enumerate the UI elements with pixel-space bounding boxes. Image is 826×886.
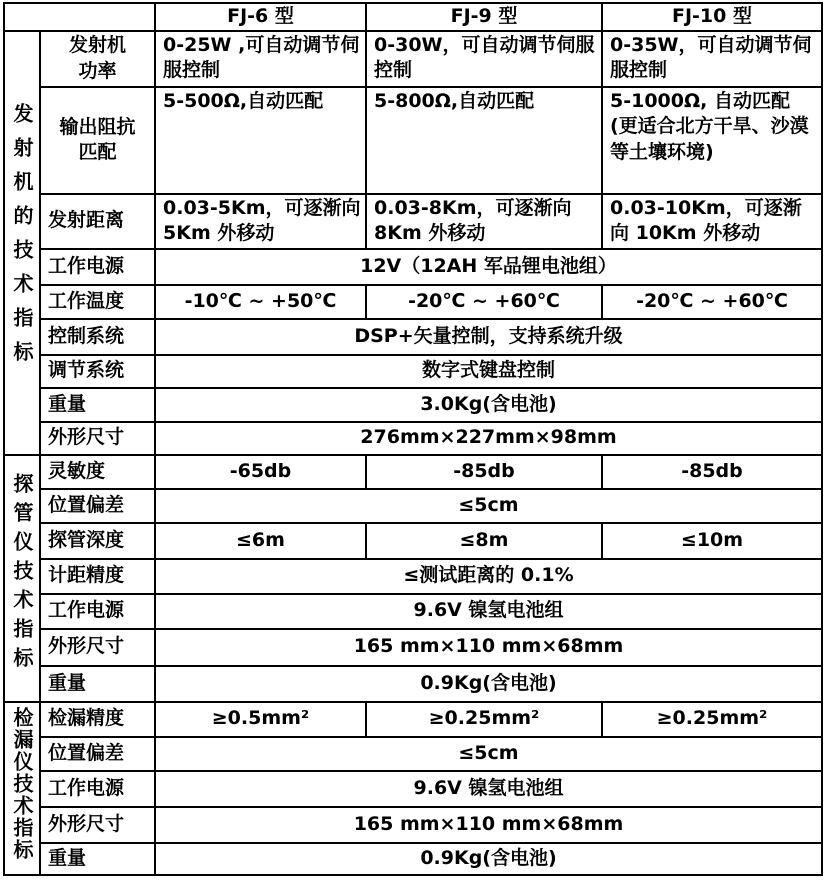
table-row: [4, 523, 822, 559]
corner-cell: [4, 3, 155, 31]
row-label: 控制系统: [40, 319, 155, 355]
spec-value: 0.9Kg(含电池): [155, 843, 822, 875]
spec-value: ≥0.25mm²: [366, 702, 602, 737]
spec-value: -10℃ ~ +50℃: [155, 285, 366, 319]
spec-value: 276mm×227mm×98mm: [155, 422, 822, 455]
row-label: 输出阻抗匹配: [40, 87, 155, 194]
row-label: 重量: [40, 666, 155, 702]
model-header-fj6: FJ-6 型: [155, 3, 366, 31]
row-label: 发射机功率: [40, 31, 155, 87]
table-row: [4, 31, 822, 87]
table-row: [4, 843, 822, 875]
row-label: 外形尺寸: [40, 422, 155, 455]
spec-value: ≤5cm: [155, 737, 822, 771]
header-row: [4, 3, 822, 31]
table-row: [4, 737, 822, 771]
table-row: [4, 87, 822, 194]
model-header-fj10: FJ-10 型: [602, 3, 822, 31]
table-row: [4, 455, 822, 489]
row-label: 灵敏度: [40, 455, 155, 489]
group-label-text: 检漏仪技术指标: [10, 707, 34, 862]
spec-value: 0.03-8Km，可逐渐向8Km 外移动: [366, 194, 602, 249]
row-label: 发射距离: [40, 194, 155, 249]
spec-value: -85db: [602, 455, 822, 489]
row-label: 位置偏差: [40, 737, 155, 771]
row-label: 探管深度: [40, 523, 155, 559]
spec-value: ≤8m: [366, 523, 602, 559]
spec-value: -20℃ ~ +60℃: [602, 285, 822, 319]
table-row: [4, 559, 822, 594]
spec-value: 0.9Kg(含电池): [155, 666, 822, 702]
group-label-transmitter: [4, 31, 40, 455]
model-header-fj9: FJ-9 型: [366, 3, 602, 31]
spec-value: ≤5cm: [155, 489, 822, 523]
table-row: [4, 285, 822, 319]
row-label: 工作电源: [40, 771, 155, 807]
spec-value: 数字式键盘控制: [155, 355, 822, 388]
group-label-text: 发射机的技术指标: [10, 102, 34, 375]
table-row: [4, 319, 822, 355]
spec-value: ≤测试距离的 0.1%: [155, 559, 822, 594]
row-label: 外形尺寸: [40, 807, 155, 843]
table-row: [4, 771, 822, 807]
table-row: [4, 422, 822, 455]
spec-value: 0.03-5Km，可逐渐向 5Km 外移动: [155, 194, 366, 249]
row-label: 工作温度: [40, 285, 155, 319]
group-label-text: 探管仪技术指标: [10, 472, 34, 676]
row-label: 位置偏差: [40, 489, 155, 523]
row-label: 工作电源: [40, 249, 155, 285]
row-label: 计距精度: [40, 559, 155, 594]
spec-value: DSP+矢量控制，支持系统升级: [155, 319, 822, 355]
table-row: [4, 249, 822, 285]
table-row: [4, 489, 822, 523]
table-row: [4, 594, 822, 629]
spec-value: 5-800Ω,自动匹配: [366, 87, 602, 194]
table-row: [4, 807, 822, 843]
row-label: 外形尺寸: [40, 629, 155, 666]
table-row: [4, 388, 822, 422]
table-row: [4, 194, 822, 249]
table-row: [4, 702, 822, 737]
spec-value: 0-35W，可自动调节伺服控制: [602, 31, 822, 87]
row-label: 调节系统: [40, 355, 155, 388]
spec-value: ≤10m: [602, 523, 822, 559]
row-label: 工作电源: [40, 594, 155, 629]
spec-value: 3.0Kg(含电池): [155, 388, 822, 422]
spec-value: 165 mm×110 mm×68mm: [155, 629, 822, 666]
spec-table: [3, 2, 823, 876]
spec-value: 0.03-10Km，可逐渐向 10Km 外移动: [602, 194, 822, 249]
spec-value: 9.6V 镍氢电池组: [155, 771, 822, 807]
spec-value: 12V（12AH 军品锂电池组）: [155, 249, 822, 285]
spec-value: 5-1000Ω, 自动匹配(更适合北方干旱、沙漠等土壤环境): [602, 87, 822, 194]
spec-value: 5-500Ω,自动匹配: [155, 87, 366, 194]
spec-value: 165 mm×110 mm×68mm: [155, 807, 822, 843]
spec-value: -85db: [366, 455, 602, 489]
spec-value: -20℃ ~ +60℃: [366, 285, 602, 319]
spec-value: 0-25W ,可自动调节伺服控制: [155, 31, 366, 87]
table-row: [4, 629, 822, 666]
row-label: 重量: [40, 388, 155, 422]
spec-value: ≤6m: [155, 523, 366, 559]
spec-value: -65db: [155, 455, 366, 489]
row-label: 重量: [40, 843, 155, 875]
table-row: [4, 355, 822, 388]
table-row: [4, 666, 822, 702]
spec-value: ≥0.25mm²: [602, 702, 822, 737]
spec-value: 0-30W，可自动调节伺服控制: [366, 31, 602, 87]
group-label-probe: [4, 455, 40, 702]
group-label-leak: [4, 702, 40, 875]
row-label: 检漏精度: [40, 702, 155, 737]
spec-value: 9.6V 镍氢电池组: [155, 594, 822, 629]
spec-value: ≥0.5mm²: [155, 702, 366, 737]
